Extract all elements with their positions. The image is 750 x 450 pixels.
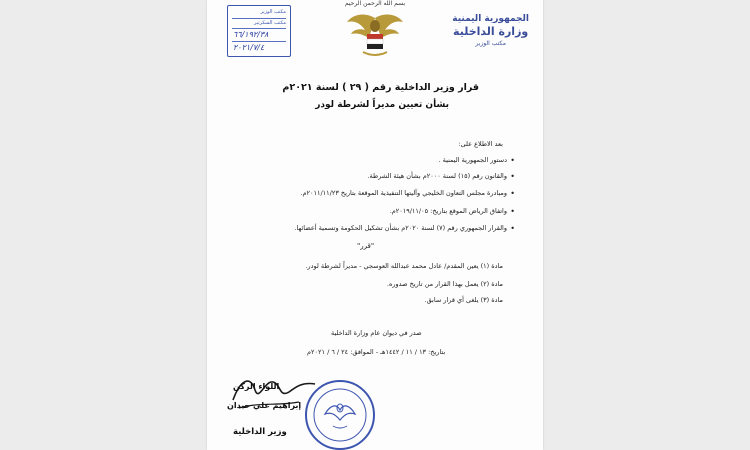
ministry-header [452, 14, 529, 48]
decision-heading: "قرر" [357, 242, 375, 250]
office-name: مكتب الوزير [475, 40, 506, 47]
consideration-item: • والقرار الجمهوري رقم (٧) لسنة ٢٠٢٠م بشأن تشكيل الحكومة وتسمية أعضائها. [294, 224, 507, 232]
registration-stamp [227, 5, 291, 57]
stamp-date: ٢٠٢١/٧/٤ [233, 43, 265, 52]
basmala: بسم الله الرحمن الرحيم [344, 0, 406, 7]
decree-title: قرار وزير الداخلية رقم ( ٢٩ ) لسنة ٢٠٢١م [282, 82, 479, 93]
issued-place: صدر في ديوان عام وزارة الداخلية [331, 329, 422, 337]
signatory-position: وزير الداخلية [233, 427, 287, 437]
consideration-item: • ومبادرة مجلس التعاون الخليجي وآليتها التنفيذية الموقعة بتاريخ ٢٠١١/١١/٢٣م. [300, 189, 507, 197]
consideration-item: • واتفاق الرياض الموقع بتاريخ: ٢٠١٩/١١/٠٥م. [390, 207, 507, 215]
consideration-item: • والقانون رقم (١٥) لسنة ٢٠٠٠م بشأن هيئة الشرطة. [367, 172, 507, 180]
intro-text: بعد الاطلاع على: [458, 140, 503, 148]
article-item: مادة (٢) يعمل بهذا القرار من تاريخ صدوره. [386, 280, 503, 288]
consideration-item: • دستور الجمهورية اليمنية . [438, 156, 507, 164]
decree-subtitle: بشأن تعيين مديراً لشرطة لودر [315, 100, 449, 110]
ministry-seal-icon [303, 378, 377, 450]
article-item: مادة (٣) يلغى أي قرار سابق. [424, 296, 503, 304]
ministry-name: وزارة الداخلية [453, 25, 529, 38]
issue-date: بتاريخ: ١٣ / ١١ / ١٤٤٢هـ - الموافق: ٢٤ / ٦ / ٢٠٢١م [307, 348, 446, 356]
yemen-eagle-emblem-icon [345, 8, 405, 60]
stamp-number: ٦٦/١٩٢/٣٨ [233, 30, 269, 39]
article-item: مادة (١) يعين المقدم/ عادل محمد عبدالله العوسجي - مديراً لشرطة لودر. [305, 262, 503, 270]
stamp-office: مكتب الوزير [260, 9, 286, 15]
signatory-name: إبراهيم علي حيدان [227, 401, 302, 410]
decree-document [207, 0, 543, 450]
country-name: الجمهورية اليمنية [452, 14, 529, 24]
signatory-rank: اللواء الركن [233, 382, 280, 391]
stamp-secretary: مكتب السكرتير [254, 20, 286, 26]
